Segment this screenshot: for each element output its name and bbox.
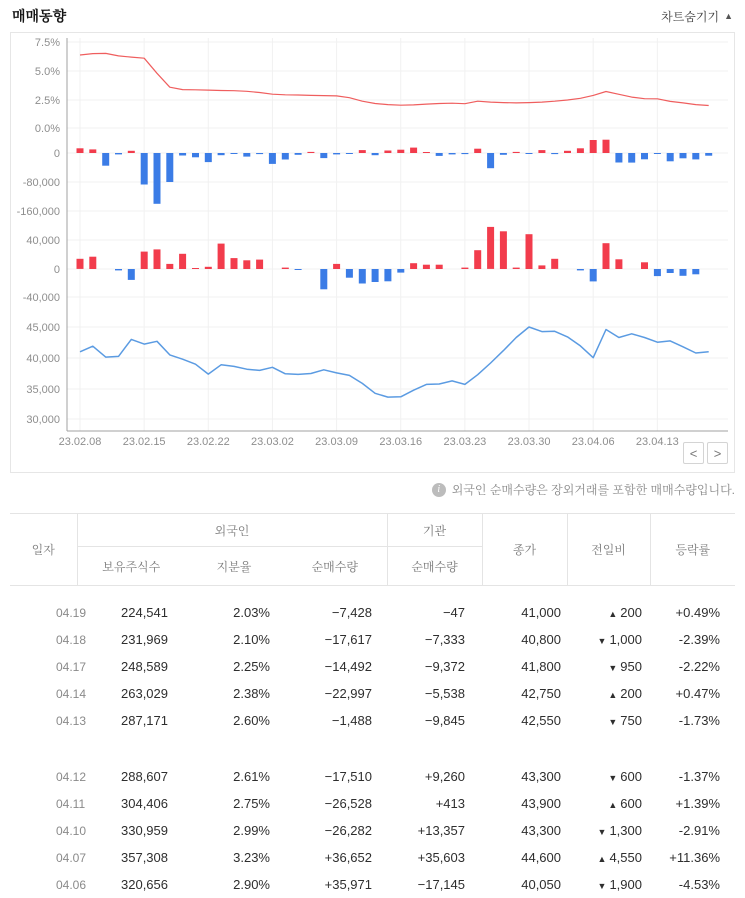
col-header-close: 종가 xyxy=(482,514,567,586)
col-header-foreign-net: 순매수량 xyxy=(283,547,387,586)
ratio-cell: 2.10% xyxy=(185,626,283,653)
x-axis-date-label: 23.03.02 xyxy=(251,436,294,448)
down-triangle-icon: ▼ xyxy=(598,636,607,646)
inst-net-cell: −47 xyxy=(387,599,482,626)
close-cell: 42,550 xyxy=(482,707,567,734)
change-value: 600 xyxy=(620,769,642,784)
y-axis-tick-label: 0 xyxy=(54,148,60,160)
ratio-cell: 2.99% xyxy=(185,817,283,844)
institution-net-buy-series xyxy=(77,227,700,289)
shares-held-cell: 288,607 xyxy=(77,763,185,790)
table-row xyxy=(10,790,735,817)
foreign-net-cell: −17,510 xyxy=(283,763,387,790)
foreign-ownership-ratio-series xyxy=(80,53,709,105)
foreign-net-cell: −26,282 xyxy=(283,817,387,844)
col-header-shares-held: 보유주식수 xyxy=(77,547,185,586)
change-value: 1,000 xyxy=(609,632,642,647)
inst-net-cell: +13,357 xyxy=(387,817,482,844)
date-cell: 04.13 xyxy=(10,707,77,734)
spacer-row xyxy=(10,586,735,600)
inst-net-cell: +413 xyxy=(387,790,482,817)
x-axis-date-label: 23.03.30 xyxy=(508,436,551,448)
table-row xyxy=(10,680,735,707)
trading-chart-svg xyxy=(11,33,734,455)
change-cell xyxy=(567,707,650,734)
ratio-cell: 2.25% xyxy=(185,653,283,680)
date-cell: 04.10 xyxy=(10,817,77,844)
change-cell xyxy=(567,680,650,707)
table-row xyxy=(10,817,735,844)
ratio-cell: 3.23% xyxy=(185,844,283,871)
x-axis-date-label: 23.04.13 xyxy=(636,436,679,448)
change-cell xyxy=(567,790,650,817)
shares-held-cell: 263,029 xyxy=(77,680,185,707)
table-row xyxy=(10,844,735,871)
change-cell xyxy=(567,763,650,790)
ratio-cell: 2.75% xyxy=(185,790,283,817)
date-cell: 04.19 xyxy=(10,599,77,626)
table-row xyxy=(10,871,735,898)
date-cell: 04.18 xyxy=(10,626,77,653)
y-axis-tick-label: 5.0% xyxy=(35,66,60,78)
col-header-rate: 등락률 xyxy=(650,514,735,586)
rate-cell: -1.73% xyxy=(650,707,735,734)
x-axis-date-label: 23.02.15 xyxy=(123,436,166,448)
col-header-inst-net: 순매수량 xyxy=(387,547,482,586)
foreign-net-cell: −14,492 xyxy=(283,653,387,680)
ratio-cell: 2.61% xyxy=(185,763,283,790)
inst-net-cell: −17,145 xyxy=(387,871,482,898)
date-cell: 04.07 xyxy=(10,844,77,871)
y-axis-tick-label: 0.0% xyxy=(35,123,60,135)
close-cell: 41,000 xyxy=(482,599,567,626)
shares-held-cell: 287,171 xyxy=(77,707,185,734)
x-axis-date-label: 23.03.16 xyxy=(379,436,422,448)
inst-net-cell: +9,260 xyxy=(387,763,482,790)
rate-cell: -2.91% xyxy=(650,817,735,844)
page-title: 매매동향 xyxy=(12,6,66,26)
section-header xyxy=(0,0,745,30)
chart-hide-label: 차트숨기기 xyxy=(661,8,719,25)
change-value: 200 xyxy=(620,686,642,701)
table-row xyxy=(10,763,735,790)
close-cell: 44,600 xyxy=(482,844,567,871)
rate-cell: +1.39% xyxy=(650,790,735,817)
shares-held-cell: 224,541 xyxy=(77,599,185,626)
change-cell xyxy=(567,817,650,844)
change-value: 1,900 xyxy=(609,877,642,892)
y-axis-tick-label: -40,000 xyxy=(23,292,60,304)
change-value: 1,300 xyxy=(609,823,642,838)
foreign-net-buy-series xyxy=(77,140,713,204)
inst-net-cell: −5,538 xyxy=(387,680,482,707)
foreign-net-cell: +35,971 xyxy=(283,871,387,898)
change-value: 950 xyxy=(620,659,642,674)
rate-cell: -2.22% xyxy=(650,653,735,680)
down-triangle-icon: ▼ xyxy=(608,663,617,673)
change-value: 600 xyxy=(620,796,642,811)
y-axis-tick-label: 7.5% xyxy=(35,37,60,49)
table-row xyxy=(10,599,735,626)
trading-table xyxy=(10,513,735,898)
down-triangle-icon: ▼ xyxy=(608,773,617,783)
y-axis-tick-label: 40,000 xyxy=(26,235,60,247)
next-page-button[interactable]: > xyxy=(707,442,728,464)
table-body xyxy=(10,586,735,898)
close-cell: 41,800 xyxy=(482,653,567,680)
shares-held-cell: 304,406 xyxy=(77,790,185,817)
y-axis-tick-label: 35,000 xyxy=(26,384,60,396)
col-header-date: 일자 xyxy=(10,514,77,586)
spacer-row xyxy=(10,734,735,763)
close-cell: 43,300 xyxy=(482,763,567,790)
foreign-net-cell: +36,652 xyxy=(283,844,387,871)
table-header xyxy=(10,514,735,586)
chevron-up-icon: ▲ xyxy=(724,11,733,21)
shares-held-cell: 330,959 xyxy=(77,817,185,844)
x-axis-date-label: 23.03.23 xyxy=(443,436,486,448)
foreign-net-cell: −17,617 xyxy=(283,626,387,653)
table-row xyxy=(10,653,735,680)
ratio-cell: 2.03% xyxy=(185,599,283,626)
ratio-cell: 2.38% xyxy=(185,680,283,707)
close-cell: 43,300 xyxy=(482,817,567,844)
y-axis-tick-label: 40,000 xyxy=(26,353,60,365)
down-triangle-icon: ▼ xyxy=(608,717,617,727)
up-triangle-icon: ▲ xyxy=(608,690,617,700)
change-value: 4,550 xyxy=(609,850,642,865)
foreign-net-cell: −7,428 xyxy=(283,599,387,626)
up-triangle-icon: ▲ xyxy=(608,800,617,810)
col-group-institution: 기관 xyxy=(387,514,482,547)
rate-cell: -1.37% xyxy=(650,763,735,790)
foreign-net-cell: −1,488 xyxy=(283,707,387,734)
up-triangle-icon: ▲ xyxy=(608,609,617,619)
rate-cell: +0.47% xyxy=(650,680,735,707)
close-cell: 40,050 xyxy=(482,871,567,898)
up-triangle-icon: ▲ xyxy=(598,854,607,864)
change-cell xyxy=(567,871,650,898)
inst-net-cell: −9,845 xyxy=(387,707,482,734)
col-group-foreign: 외국인 xyxy=(77,514,387,547)
ratio-cell: 2.60% xyxy=(185,707,283,734)
close-price-series xyxy=(80,327,709,397)
change-value: 200 xyxy=(620,605,642,620)
trading-trend-chart xyxy=(10,32,735,473)
info-text: 외국인 순매수량은 장외거래를 포함한 매매수량입니다. xyxy=(452,481,735,498)
y-axis-tick-label: 0 xyxy=(54,264,60,276)
chart-hide-toggle[interactable] xyxy=(661,8,733,25)
date-cell: 04.11 xyxy=(10,790,77,817)
rate-cell: +11.36% xyxy=(650,844,735,871)
x-axis-date-label: 23.03.09 xyxy=(315,436,358,448)
close-cell: 42,750 xyxy=(482,680,567,707)
x-axis-date-label: 23.02.08 xyxy=(59,436,102,448)
change-value: 750 xyxy=(620,713,642,728)
shares-held-cell: 231,969 xyxy=(77,626,185,653)
col-header-change: 전일비 xyxy=(567,514,650,586)
rate-cell: -2.39% xyxy=(650,626,735,653)
shares-held-cell: 248,589 xyxy=(77,653,185,680)
chart-pager xyxy=(683,442,728,464)
shares-held-cell: 357,308 xyxy=(77,844,185,871)
date-cell: 04.17 xyxy=(10,653,77,680)
table-row xyxy=(10,707,735,734)
change-cell xyxy=(567,653,650,680)
y-axis-tick-label: 30,000 xyxy=(26,414,60,426)
date-cell: 04.06 xyxy=(10,871,77,898)
date-cell: 04.12 xyxy=(10,763,77,790)
y-axis-tick-label: 2.5% xyxy=(35,95,60,107)
col-header-ratio: 지분율 xyxy=(185,547,283,586)
y-axis-tick-label: 45,000 xyxy=(26,322,60,334)
date-cell: 04.14 xyxy=(10,680,77,707)
close-cell: 43,900 xyxy=(482,790,567,817)
ratio-cell: 2.90% xyxy=(185,871,283,898)
rate-cell: -4.53% xyxy=(650,871,735,898)
inst-net-cell: −7,333 xyxy=(387,626,482,653)
table-row xyxy=(10,626,735,653)
info-icon: i xyxy=(432,483,446,497)
change-cell xyxy=(567,626,650,653)
inst-net-cell: +35,603 xyxy=(387,844,482,871)
change-cell xyxy=(567,599,650,626)
foreign-net-cell: −22,997 xyxy=(283,680,387,707)
change-cell xyxy=(567,844,650,871)
down-triangle-icon: ▼ xyxy=(598,827,607,837)
close-cell: 40,800 xyxy=(482,626,567,653)
prev-page-button[interactable]: < xyxy=(683,442,704,464)
x-axis-date-label: 23.04.06 xyxy=(572,436,615,448)
inst-net-cell: −9,372 xyxy=(387,653,482,680)
shares-held-cell: 320,656 xyxy=(77,871,185,898)
foreign-net-cell: −26,528 xyxy=(283,790,387,817)
x-axis-date-label: 23.02.22 xyxy=(187,436,230,448)
info-notice xyxy=(432,481,735,498)
y-axis-tick-label: -160,000 xyxy=(17,206,60,218)
rate-cell: +0.49% xyxy=(650,599,735,626)
down-triangle-icon: ▼ xyxy=(598,881,607,891)
y-axis-tick-label: -80,000 xyxy=(23,177,60,189)
